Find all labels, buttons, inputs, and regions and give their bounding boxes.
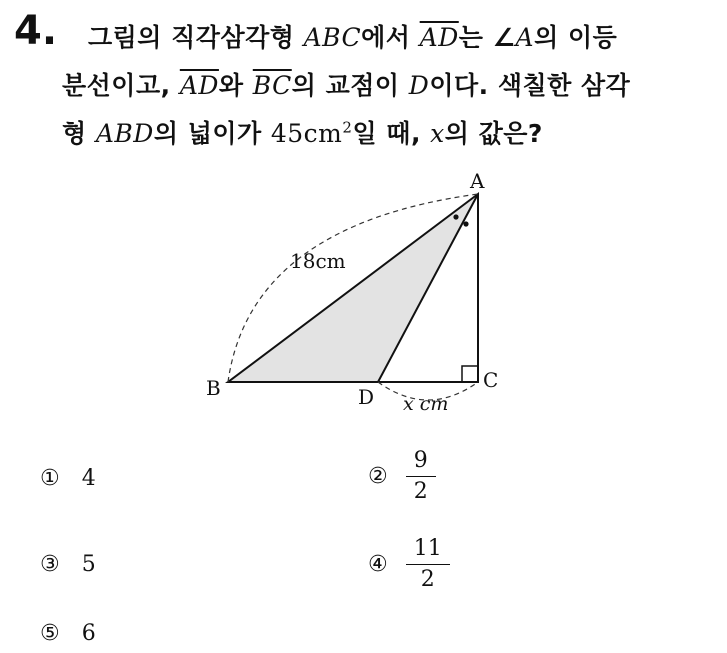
fraction: $\frac{9}{2}$: [410, 448, 432, 505]
angle-dot-2: [463, 221, 468, 226]
choice-5[interactable]: ⑤ 6: [40, 621, 96, 646]
label-c: C: [483, 368, 499, 392]
right-angle-mark: [462, 366, 478, 382]
label-b: B: [206, 376, 221, 400]
label-18cm: 18cm: [290, 249, 346, 273]
choice-4[interactable]: ④ $\frac{11}{2}$: [368, 536, 446, 593]
angle-dot-1: [453, 214, 458, 219]
label-d: D: [358, 385, 375, 409]
question-line-3: 형 ABD의 넓이가 $45cm^2$일 때, x의 값은?: [62, 118, 543, 148]
choice-1[interactable]: ① 4: [40, 466, 96, 491]
label-xcm: x cm: [403, 393, 449, 415]
choice-2[interactable]: ② $\frac{9}{2}$: [368, 448, 432, 505]
fraction: $\frac{11}{2}$: [410, 536, 446, 593]
choice-3[interactable]: ③ 5: [40, 552, 96, 577]
label-a: A: [470, 169, 485, 193]
question-line-1: 그림의 직각삼각형 ABC에서 $\overline{AD}$는 ∠A의 이등: [88, 23, 618, 52]
question-number: 4.: [14, 8, 58, 54]
question-line-2: 분선이고, $\overline{AD}$와 $\overline{BC}$의 교점이 D이다. 색칠한 삼각: [62, 71, 631, 100]
